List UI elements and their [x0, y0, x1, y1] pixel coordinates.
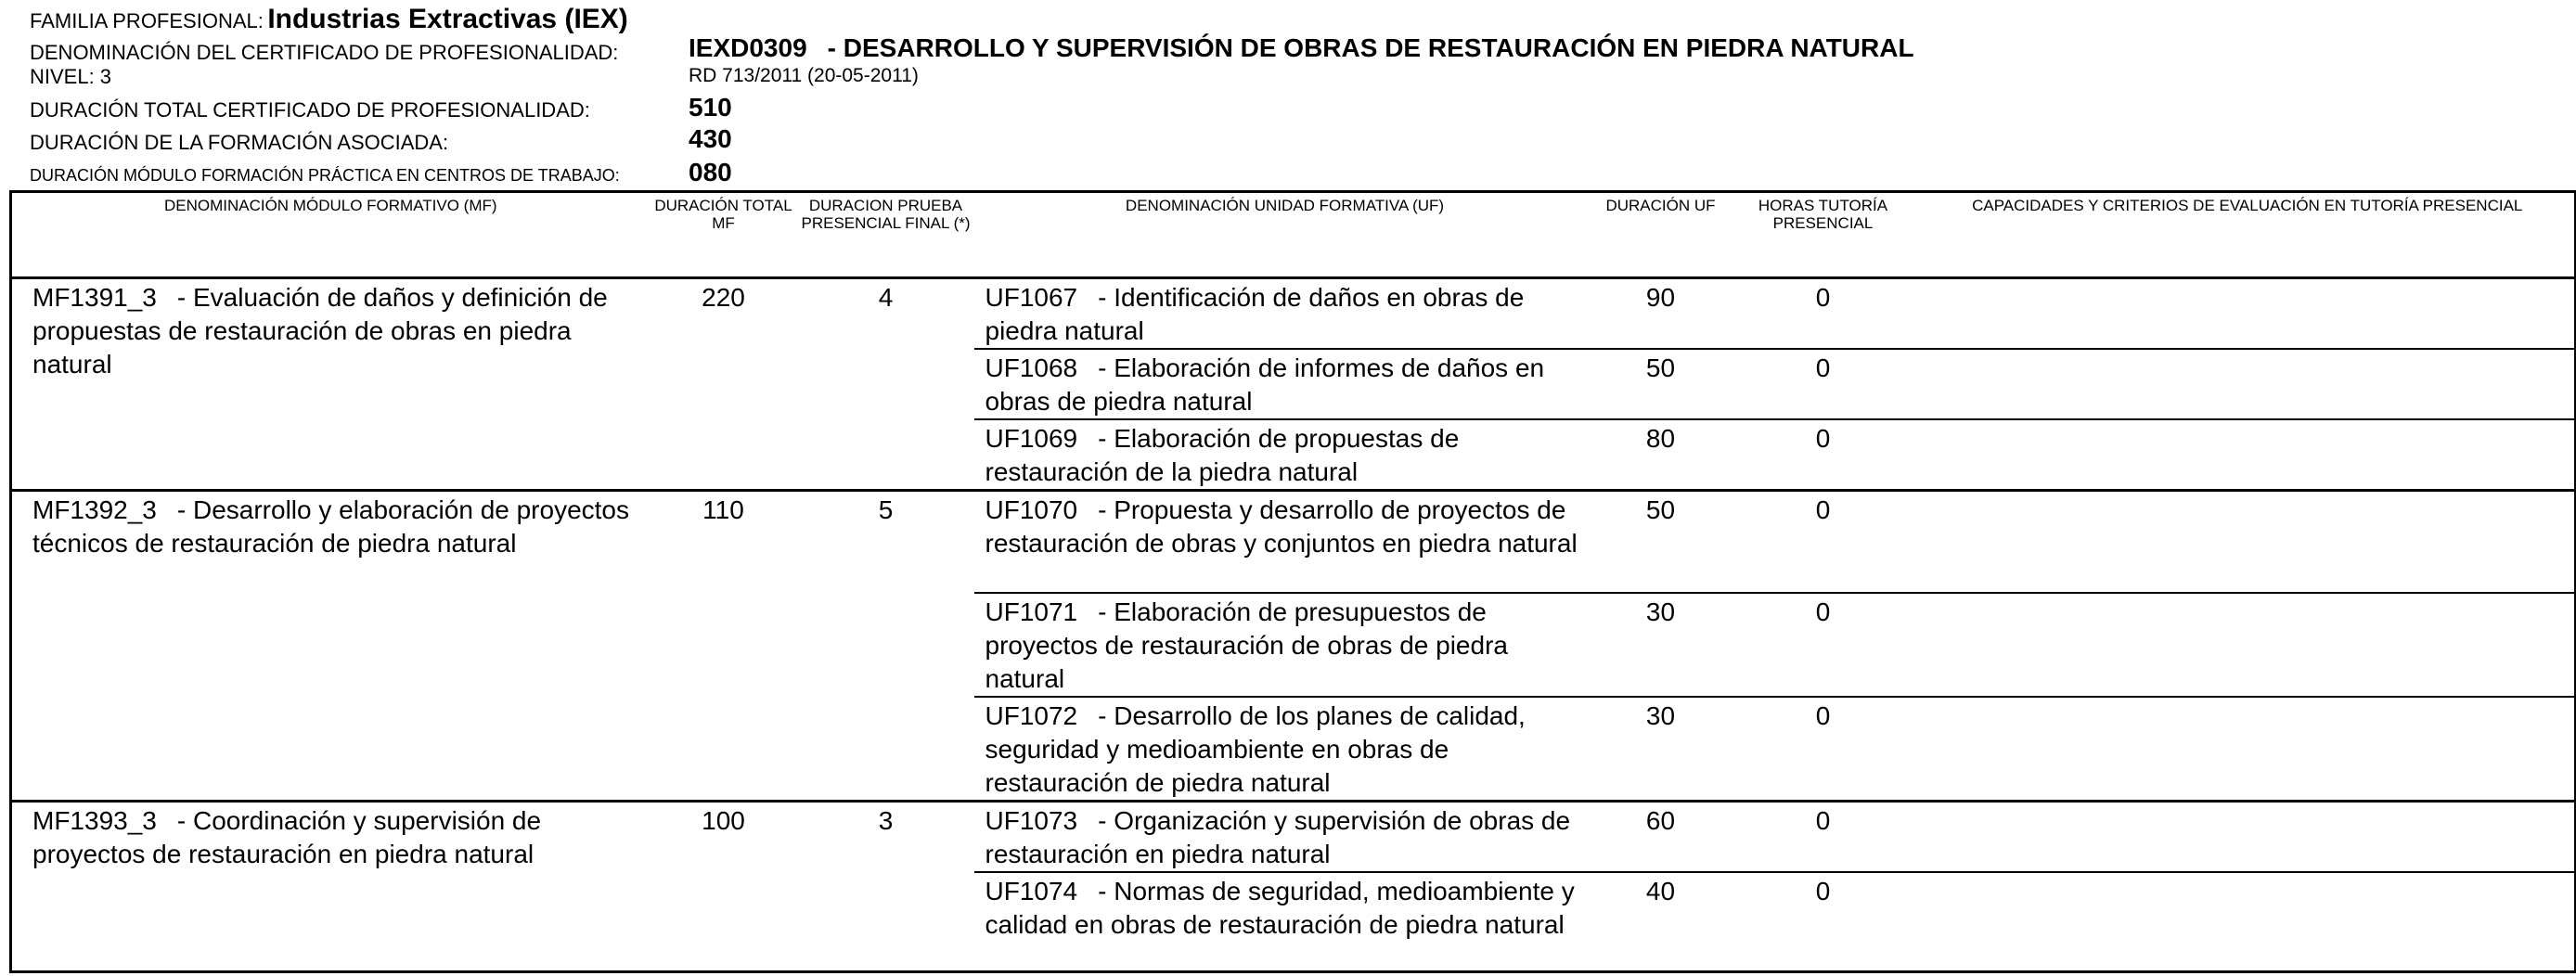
header-total-mf: DURACIÓN TOTAL MF — [650, 192, 798, 278]
unit-cell — [974, 278, 1596, 350]
unit-code: UF1069 — [985, 424, 1078, 453]
header-duracion-uf: DURACIÓN UF — [1596, 192, 1726, 278]
module-total: 100 — [650, 801, 798, 972]
table-row — [11, 491, 2576, 593]
unit-code: UF1067 — [985, 283, 1078, 312]
certificado-code: IEXD0309 — [689, 33, 807, 62]
duracion-total-value: 510 — [689, 93, 732, 122]
table-header-row — [11, 192, 2576, 278]
unit-capacidades — [1921, 697, 2576, 802]
module-total: 110 — [650, 491, 798, 802]
unit-horas: 0 — [1726, 801, 1921, 872]
header-prueba: DURACION PRUEBA PRESENCIAL FINAL (*) — [798, 192, 974, 278]
unit-horas: 0 — [1726, 491, 1921, 593]
unit-cell — [974, 593, 1596, 697]
module-code: MF1393_3 — [32, 805, 157, 835]
unit-code: UF1074 — [985, 876, 1078, 905]
unit-capacidades — [1921, 349, 2576, 419]
module-title: - Desarrollo y elaboración de proyectos técnicos de restauración de piedra natural — [32, 495, 630, 558]
module-prueba: 4 — [878, 283, 894, 312]
unit-cell — [974, 801, 1596, 872]
unit-title: - Desarrollo de los planes de calidad, seguridad y medioambiente en obras de restauración de piedra natural — [985, 700, 1526, 797]
header-capacidades: CAPACIDADES Y CRITERIOS DE EVALUACIÓN EN TUTORÍA PRESENCIAL — [1921, 192, 2576, 278]
unit-duracion: 80 — [1645, 424, 1676, 453]
unit-code: UF1070 — [985, 495, 1078, 524]
certificado-title: - DESARROLLO Y SUPERVISIÓN DE OBRAS DE RESTAURACIÓN EN PIEDRA NATURAL — [827, 33, 1914, 62]
unit-cell — [974, 419, 1596, 491]
unit-code: UF1068 — [985, 353, 1078, 382]
unit-duracion: 30 — [1645, 700, 1676, 730]
unit-horas: 0 — [1815, 424, 1831, 453]
denominacion-label: DENOMINACIÓN DEL CERTIFICADO DE PROFESIONALIDAD: — [30, 41, 619, 64]
unit-capacidades — [1921, 872, 2576, 972]
module-title: - Evaluación de daños y definición de propuestas de restauración de obras en piedra natural — [32, 283, 608, 379]
certificado-heading — [689, 33, 1914, 63]
unit-code: UF1072 — [985, 700, 1078, 730]
module-cell — [11, 801, 650, 972]
unit-cell — [974, 349, 1596, 419]
unit-duracion: 50 — [1596, 349, 1726, 419]
unit-cell — [974, 491, 1596, 593]
unit-capacidades — [1921, 801, 2576, 872]
duracion-total-label: DURACIÓN TOTAL CERTIFICADO DE PROFESIONALIDAD: — [30, 98, 590, 122]
familia-label: FAMILIA PROFESIONAL: — [30, 9, 264, 32]
duracion-practica-label: DURACIÓN MÓDULO FORMACIÓN PRÁCTICA EN CENTROS DE TRABAJO: — [30, 166, 620, 185]
unit-capacidades — [1921, 593, 2576, 697]
unit-code: UF1071 — [985, 597, 1078, 626]
module-code: MF1391_3 — [32, 283, 157, 312]
unit-horas: 0 — [1815, 876, 1831, 905]
header-uf: DENOMINACIÓN UNIDAD FORMATIVA (UF) — [974, 192, 1596, 278]
unit-capacidades — [1921, 491, 2576, 593]
familia-line — [30, 4, 628, 35]
unit-horas: 0 — [1815, 700, 1831, 730]
module-code: MF1392_3 — [32, 495, 157, 524]
unit-code: UF1073 — [985, 805, 1078, 835]
unit-duracion: 30 — [1596, 593, 1726, 697]
unit-horas: 0 — [1726, 593, 1921, 697]
header-mf: DENOMINACIÓN MÓDULO FORMATIVO (MF) — [11, 192, 650, 278]
unit-duracion: 60 — [1596, 801, 1726, 872]
table-row — [11, 801, 2576, 872]
duracion-formacion-label: DURACIÓN DE LA FORMACIÓN ASOCIADA: — [30, 131, 449, 154]
nivel-label: NIVEL: 3 — [30, 65, 112, 88]
unit-title: - Organización y supervisión de obras de restauración en piedra natural — [985, 805, 1571, 868]
unit-horas: 0 — [1726, 278, 1921, 350]
unit-capacidades — [1921, 278, 2576, 350]
unit-title: - Elaboración de propuestas de restauración de la piedra natural — [985, 424, 1460, 486]
module-cell — [11, 278, 650, 491]
unit-duracion: 50 — [1596, 491, 1726, 593]
familia-value: Industrias Extractivas (IEX) — [267, 4, 628, 34]
unit-horas: 0 — [1726, 349, 1921, 419]
duracion-practica-value: 080 — [689, 158, 732, 186]
unit-duracion: 90 — [1596, 278, 1726, 350]
unit-title: - Elaboración de informes de daños en obras de piedra natural — [985, 353, 1545, 416]
rd-reference: RD 713/2011 (20-05-2011) — [689, 65, 919, 86]
header-horas-tutoria: HORAS TUTORÍA PRESENCIAL — [1726, 192, 1921, 278]
unit-title: - Identificación de daños en obras de piedra natural — [985, 283, 1525, 345]
unit-duracion: 40 — [1645, 876, 1676, 905]
unit-capacidades — [1921, 419, 2576, 491]
unit-title: - Propuesta y desarrollo de proyectos de restauración de obras y conjuntos en piedra natural — [985, 495, 1578, 558]
unit-title: - Elaboración de presupuestos de proyectos de restauración de obras de piedra natural — [985, 597, 1508, 693]
unit-cell — [974, 872, 1596, 972]
modules-table — [9, 190, 2576, 973]
module-cell — [11, 491, 650, 802]
unit-title: - Normas de seguridad, medioambiente y calidad en obras de restauración de piedra natural — [985, 876, 1575, 939]
module-prueba: 3 — [798, 801, 974, 972]
module-title: - Coordinación y supervisión de proyectos de restauración en piedra natural — [32, 805, 542, 868]
unit-cell — [974, 697, 1596, 802]
module-total: 220 — [702, 283, 745, 312]
duracion-formacion-value: 430 — [689, 124, 732, 153]
module-prueba: 5 — [798, 491, 974, 802]
table-row — [11, 278, 2576, 350]
